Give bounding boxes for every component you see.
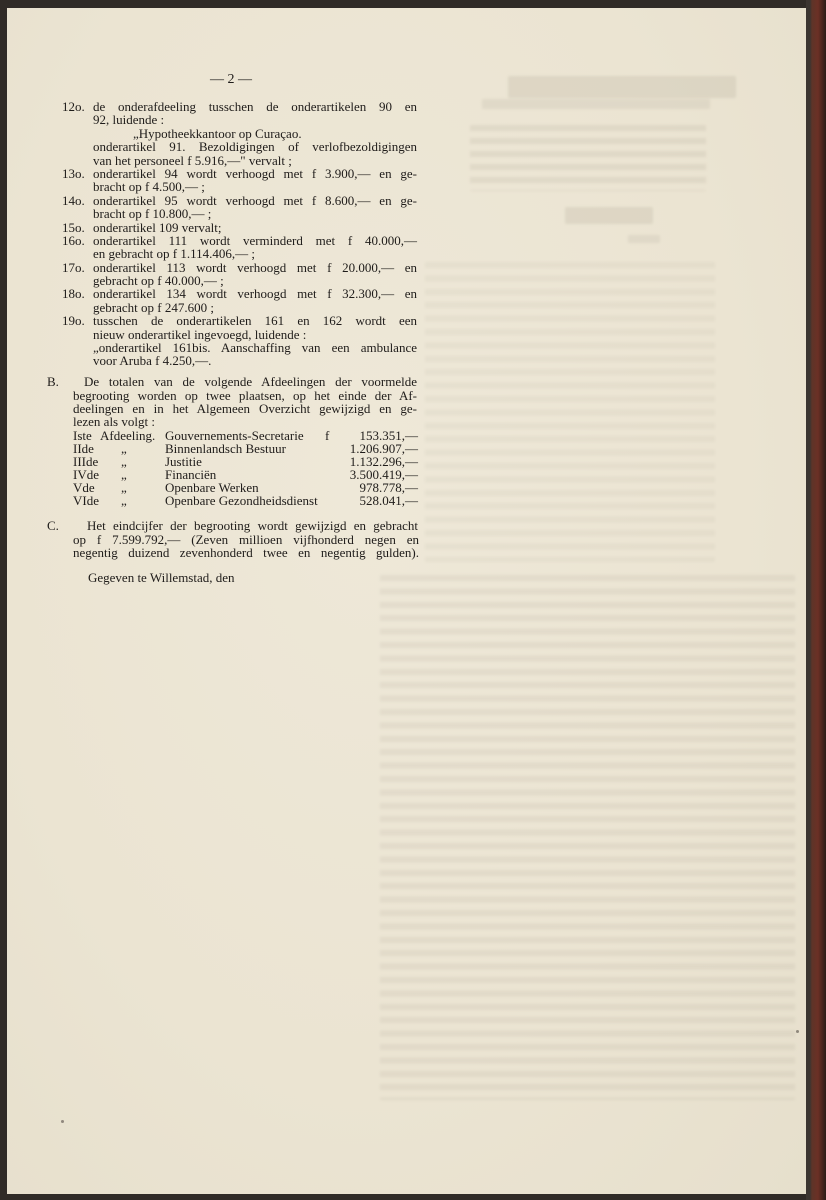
item-12 — [0, 100, 806, 167]
section-line: begrooting worden op twee plaatsen, op het einde der Af- — [73, 387, 417, 403]
item-line: „onderartikel 161bis. Aanschaffing van een ambulance — [93, 340, 417, 356]
currency-symbol: f — [325, 427, 330, 443]
afdeeling-number: VIde — [73, 492, 99, 508]
item-number: 15o. — [62, 219, 85, 235]
item-number: 16o. — [62, 232, 85, 248]
afdeeling-amount: 3.500.419,— — [349, 466, 418, 482]
afdeeling-number: IIde — [73, 440, 94, 456]
document-body — [0, 100, 806, 584]
afdeeling-amount: 978.778,— — [359, 479, 418, 495]
closing-line: Gegeven te Willemstad, den — [88, 569, 235, 585]
ditto-mark: „ — [121, 479, 127, 495]
afdeeling-number: IVde — [73, 466, 99, 482]
section-line: Het eindcijfer der begrooting wordt gewijzigd en gebracht — [87, 518, 418, 534]
item-line: onderartikel 134 wordt verhoogd met f 32.300,— en — [93, 286, 417, 302]
item-14 — [0, 194, 806, 221]
section-line: negentig duizend zevenhonderd twee en negentig gulden). — [73, 544, 419, 560]
item-line: onderartikel 111 wordt verminderd met f 40.000,— — [93, 232, 417, 248]
totals-row — [0, 468, 806, 481]
item-19 — [0, 314, 806, 368]
section-line: deelingen en in het Algemeen Overzicht gewijzigd en ge- — [73, 400, 417, 416]
item-line: gebracht op f 247.600 ; — [93, 299, 214, 315]
item-line: onderartikel 91. Bezoldigingen of verlofbezoldigingen — [93, 139, 417, 155]
afdeeling-number: IIIde — [73, 453, 99, 469]
totals-row — [0, 494, 806, 507]
afdeeling-label: Afdeeling. — [100, 427, 156, 443]
afdeeling-amount: 528.041,— — [359, 492, 418, 508]
afdeeling-name: Openbare Werken — [165, 479, 259, 495]
totals-row — [0, 442, 806, 455]
item-number: 14o. — [62, 192, 85, 208]
section-line: De totalen van de volgende Afdeelingen der voormelde — [84, 374, 417, 390]
ditto-mark: „ — [121, 492, 127, 508]
book-binding-edge — [806, 0, 826, 1200]
afdeeling-name: Gouvernements-Secretarie — [165, 427, 304, 443]
item-line: „Hypotheekkantoor op Curaçao. — [133, 125, 302, 141]
item-15 — [0, 221, 806, 234]
page-number: — 2 — — [210, 72, 252, 87]
item-13 — [0, 167, 806, 194]
totals-row — [0, 429, 806, 442]
item-number: 17o. — [62, 259, 85, 275]
item-number: 12o. — [62, 99, 85, 114]
item-line: voor Aruba f 4.250,—. — [93, 353, 212, 369]
item-line: van het personeel f 5.916,—" vervalt ; — [93, 152, 292, 168]
section-label: C. — [47, 518, 59, 534]
section-label: B. — [47, 374, 59, 390]
ditto-mark: „ — [121, 453, 127, 469]
item-line: onderartikel 94 wordt verhoogd met f 3.900,— en ge- — [93, 165, 417, 181]
afdeeling-amount: 1.206.907,— — [349, 440, 418, 456]
section-line: op f 7.599.792,— (Zeven millioen vijfhonderd negen en — [73, 531, 419, 547]
ditto-mark: „ — [121, 440, 127, 456]
totals-table — [0, 429, 806, 507]
item-line: 92, luidende : — [93, 112, 165, 128]
afdeeling-number: Iste — [73, 427, 92, 443]
ditto-mark: „ — [121, 466, 127, 482]
item-18 — [0, 287, 806, 314]
item-16 — [0, 234, 806, 261]
item-line: onderartikel 113 wordt verhoogd met f 20.000,— en — [93, 259, 417, 275]
item-line: bracht op f 10.800,— ; — [93, 206, 212, 222]
afdeeling-name: Financiën — [165, 466, 217, 482]
section-b — [0, 375, 806, 507]
afdeeling-name: Justitie — [165, 453, 202, 469]
afdeeling-name: Binnenlandsch Bestuur — [165, 440, 286, 456]
item-number: 19o. — [62, 313, 85, 329]
item-line: en gebracht op f 1.114.406,— ; — [93, 246, 255, 262]
item-line: onderartikel 109 vervalt; — [93, 219, 222, 235]
item-line: gebracht op f 40.000,— ; — [93, 273, 224, 289]
item-line: bracht op f 4.500,— ; — [93, 179, 205, 195]
item-number: 13o. — [62, 165, 85, 181]
totals-row — [0, 481, 806, 494]
item-17 — [0, 261, 806, 288]
afdeeling-number: Vde — [73, 479, 95, 495]
item-line: onderartikel 95 wordt verhoogd met f 8.600,— en ge- — [93, 192, 417, 208]
item-line: nieuw onderartikel ingevoegd, luidende : — [93, 326, 307, 342]
afdeeling-name: Openbare Gezondheidsdienst — [165, 492, 318, 508]
totals-row — [0, 455, 806, 468]
item-line: tusschen de onderartikelen 161 en 162 wordt een — [93, 313, 417, 329]
afdeeling-amount: 153.351,— — [359, 427, 418, 443]
afdeeling-amount: 1.132.296,— — [349, 453, 418, 469]
section-c — [0, 519, 806, 559]
item-line: de onderafdeeling tusschen de onderartikelen 90 en — [93, 99, 417, 114]
item-number: 18o. — [62, 286, 85, 302]
section-line: lezen als volgt : — [73, 414, 155, 430]
